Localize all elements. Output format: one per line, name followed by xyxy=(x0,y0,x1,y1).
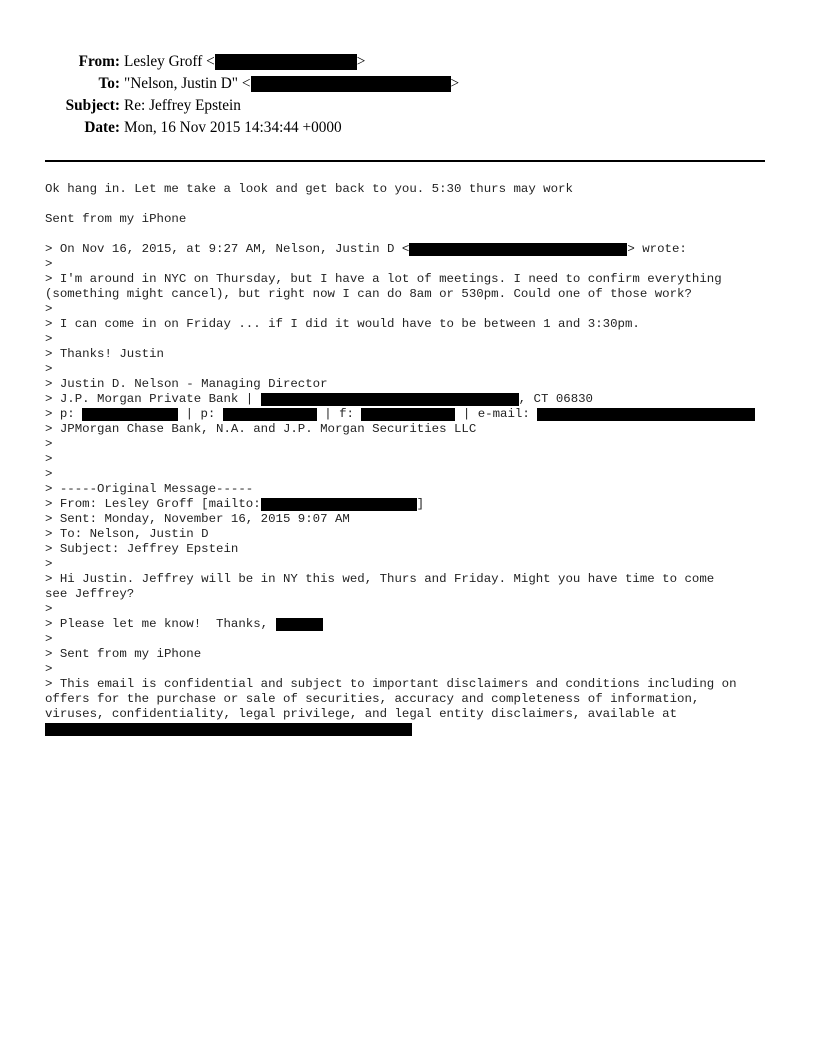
quote-line: > I can come in on Friday ... if I did it would have to be between 1 and 3:30pm. xyxy=(45,317,640,331)
quote-text: ] xyxy=(416,497,425,511)
quote-line: > Sent: Monday, November 16, 2015 9:07 AM xyxy=(45,512,350,526)
redaction-block xyxy=(409,243,627,256)
quote-text: , CT 06830 xyxy=(518,392,593,406)
redaction-block xyxy=(261,393,519,406)
quote-text: | e-mail: xyxy=(455,407,538,421)
quote-line: > xyxy=(45,632,53,646)
to-label: To: xyxy=(98,75,120,92)
redaction-block xyxy=(251,76,451,92)
subject-row xyxy=(0,95,816,117)
quote-line: > Sent from my iPhone xyxy=(45,647,202,661)
body-line: Sent from my iPhone xyxy=(45,212,187,226)
blank-line xyxy=(45,197,775,212)
quote-line: offers for the purchase or sale of securities, accuracy and completeness of information, xyxy=(45,692,700,706)
email-body xyxy=(45,182,775,737)
quote-line: > xyxy=(45,467,53,481)
quote-line: > xyxy=(45,662,53,676)
quote-line: viruses, confidentiality, legal privilege, and legal entity disclaimers, available at xyxy=(45,707,678,721)
quote-text: | f: xyxy=(316,407,362,421)
header-divider xyxy=(45,160,765,162)
quote-line: > -----Original Message----- xyxy=(45,482,254,496)
to-value xyxy=(120,73,459,95)
quote-line: > Justin D. Nelson - Managing Director xyxy=(45,377,328,391)
quote-line: > xyxy=(45,257,53,271)
to-name: "Nelson, Justin D" < xyxy=(124,75,251,92)
quote-line: > I'm around in NYC on Thursday, but I have a lot of meetings. I need to confirm everything xyxy=(45,272,722,286)
from-name: Lesley Groff < xyxy=(124,53,215,70)
quote-line: > xyxy=(45,452,53,466)
quote-line xyxy=(45,407,775,422)
redaction-block xyxy=(261,498,417,511)
quote-line: > To: Nelson, Justin D xyxy=(45,527,209,541)
redaction-block xyxy=(361,408,455,421)
date-label: Date: xyxy=(84,119,120,136)
quote-line xyxy=(45,242,775,257)
quote-text: | p: xyxy=(178,407,223,421)
redaction-block xyxy=(276,618,323,631)
date-row xyxy=(0,117,816,139)
quote-line: > This email is confidential and subject to important disclaimers and conditions including on xyxy=(45,677,737,691)
quote-line: > xyxy=(45,362,53,376)
quote-text: > From: Lesley Groff [mailto: xyxy=(45,497,261,511)
quote-text: > wrote: xyxy=(627,242,687,256)
quote-line: > Thanks! Justin xyxy=(45,347,164,361)
quote-line: (something might cancel), but right now I can do 8am or 530pm. Could one of those work? xyxy=(45,287,692,301)
quote-line: > xyxy=(45,557,53,571)
email-header xyxy=(0,51,816,139)
from-label: From: xyxy=(78,53,120,70)
quote-line: see Jeffrey? xyxy=(45,587,135,601)
quote-line xyxy=(45,722,775,737)
redaction-block xyxy=(45,723,412,736)
quote-text: > J.P. Morgan Private Bank | xyxy=(45,392,261,406)
quote-line xyxy=(45,617,775,632)
quote-line: > Subject: Jeffrey Epstein xyxy=(45,542,239,556)
subject-value: Re: Jeffrey Epstein xyxy=(124,97,241,114)
quote-line: > xyxy=(45,332,53,346)
body-line: Ok hang in. Let me take a look and get back to you. 5:30 thurs may work xyxy=(45,182,573,196)
to-close: > xyxy=(450,75,460,92)
quote-line: > JPMorgan Chase Bank, N.A. and J.P. Morgan Securities LLC xyxy=(45,422,477,436)
quote-text: > p: xyxy=(45,407,83,421)
quote-line: > Hi Justin. Jeffrey will be in NY this wed, Thurs and Friday. Might you have time to come xyxy=(45,572,715,586)
from-row xyxy=(0,51,816,73)
quote-line xyxy=(45,497,775,512)
redaction-block xyxy=(82,408,178,421)
from-value xyxy=(120,51,365,73)
redaction-block xyxy=(537,408,755,421)
quote-line: > xyxy=(45,437,53,451)
date-value: Mon, 16 Nov 2015 14:34:44 +0000 xyxy=(124,119,342,136)
redaction-block xyxy=(215,54,357,70)
quote-text: > Please let me know! Thanks, xyxy=(45,617,276,631)
quote-text: > On Nov 16, 2015, at 9:27 AM, Nelson, Justin D < xyxy=(45,242,410,256)
blank-line xyxy=(45,227,775,242)
quote-line: > xyxy=(45,302,53,316)
quote-line xyxy=(45,392,775,407)
quote-line: > xyxy=(45,602,53,616)
subject-label: Subject: xyxy=(65,97,120,114)
to-row xyxy=(0,73,816,95)
redaction-block xyxy=(223,408,317,421)
from-close: > xyxy=(356,53,366,70)
